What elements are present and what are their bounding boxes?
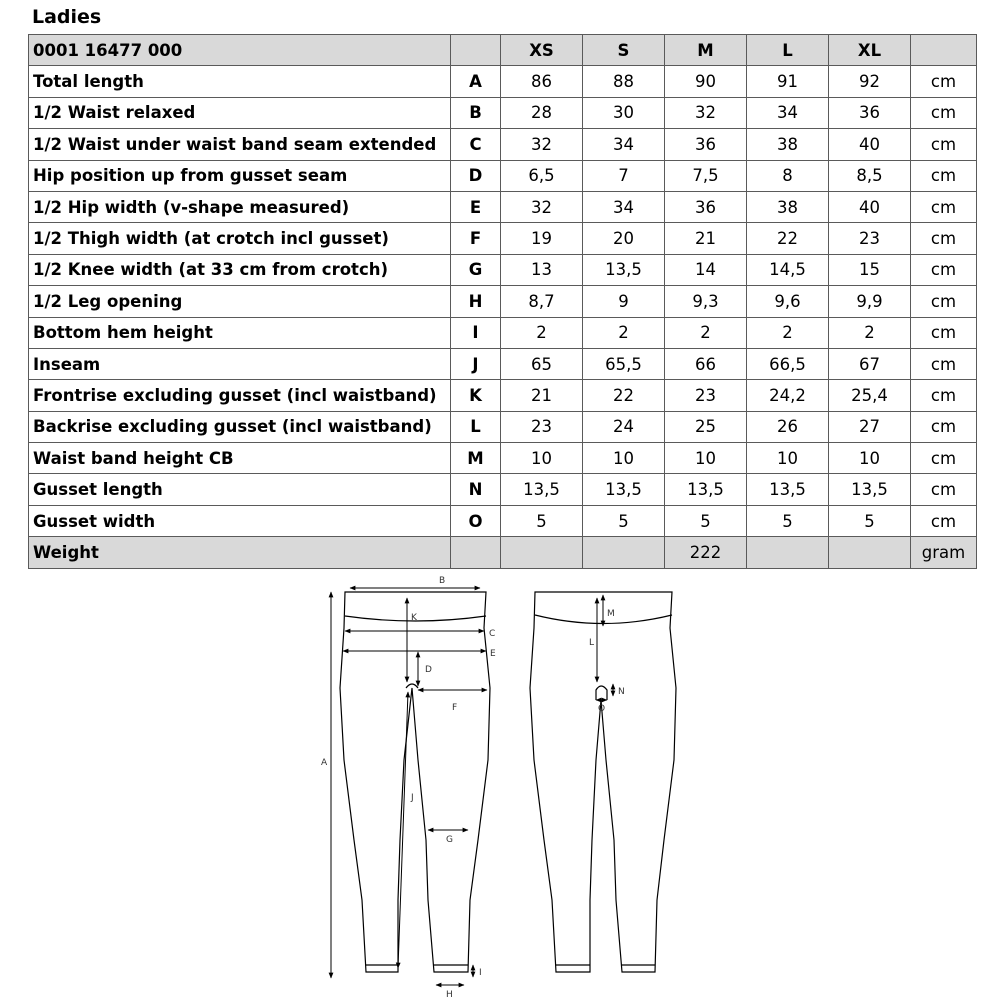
- front-gusset: [406, 684, 418, 688]
- measurement-value: 10: [665, 443, 747, 474]
- measurement-value: 22: [747, 223, 829, 254]
- measurement-unit: cm: [911, 160, 977, 191]
- measurement-value: 36: [665, 191, 747, 222]
- size-header-xl: XL: [829, 35, 911, 66]
- label-h: H: [446, 990, 453, 1000]
- measurement-label: Inseam: [29, 348, 451, 379]
- measurement-code: G: [451, 254, 501, 285]
- front-outline: [340, 592, 490, 972]
- measurement-value: 10: [747, 443, 829, 474]
- measurement-value: 7: [583, 160, 665, 191]
- measurement-value: 36: [829, 97, 911, 128]
- measurement-code: L: [451, 411, 501, 442]
- measurement-value: 13,5: [829, 474, 911, 505]
- measurement-code: F: [451, 223, 501, 254]
- measurement-value: 92: [829, 66, 911, 97]
- measurement-value: 38: [747, 191, 829, 222]
- measurement-value: 23: [501, 411, 583, 442]
- measurement-value: 9,3: [665, 286, 747, 317]
- measurement-value: 38: [747, 129, 829, 160]
- size-header-m: M: [665, 35, 747, 66]
- label-a: A: [321, 758, 328, 768]
- measurement-code: M: [451, 443, 501, 474]
- measurement-value: 10: [501, 443, 583, 474]
- label-l: L: [589, 638, 595, 648]
- measurement-label: 1/2 Leg opening: [29, 286, 451, 317]
- measurement-label: 1/2 Thigh width (at crotch incl gusset): [29, 223, 451, 254]
- measurement-value: 2: [665, 317, 747, 348]
- label-g: G: [446, 835, 453, 845]
- label-d: D: [425, 665, 432, 675]
- measurement-value: 23: [665, 380, 747, 411]
- measurement-value: 66: [665, 348, 747, 379]
- weight-value: 222: [665, 537, 747, 568]
- measurement-value: 40: [829, 129, 911, 160]
- measurement-value: 5: [501, 505, 583, 536]
- measurement-value: 34: [747, 97, 829, 128]
- measurement-code: O: [451, 505, 501, 536]
- measurement-label: Backrise excluding gusset (incl waistband): [29, 411, 451, 442]
- measurement-unit: cm: [911, 505, 977, 536]
- measurement-code: D: [451, 160, 501, 191]
- measurement-label: Gusset width: [29, 505, 451, 536]
- measurement-label: Frontrise excluding gusset (incl waistband): [29, 380, 451, 411]
- measurement-value: 2: [501, 317, 583, 348]
- measurement-code: H: [451, 286, 501, 317]
- article-number: 0001 16477 000: [29, 35, 451, 66]
- measurement-value: 67: [829, 348, 911, 379]
- measurement-value: 5: [829, 505, 911, 536]
- measure-j-line: [398, 692, 408, 968]
- measurement-value: 13,5: [583, 254, 665, 285]
- measurement-value: 13,5: [747, 474, 829, 505]
- measurement-code: E: [451, 191, 501, 222]
- measurement-unit: cm: [911, 286, 977, 317]
- measurement-unit: cm: [911, 411, 977, 442]
- measurement-value: 5: [583, 505, 665, 536]
- measurement-value: 15: [829, 254, 911, 285]
- measurement-unit: cm: [911, 380, 977, 411]
- measurement-code: K: [451, 380, 501, 411]
- measurement-unit: cm: [911, 317, 977, 348]
- label-k: K: [411, 613, 417, 623]
- measurement-value: 21: [665, 223, 747, 254]
- measurement-code: J: [451, 348, 501, 379]
- measurement-value: 66,5: [747, 348, 829, 379]
- measurement-label: Bottom hem height: [29, 317, 451, 348]
- measurement-value: 2: [829, 317, 911, 348]
- measurement-value: 32: [501, 129, 583, 160]
- measurement-value: 32: [501, 191, 583, 222]
- measurement-label: Waist band height CB: [29, 443, 451, 474]
- back-view: [530, 592, 676, 972]
- measurement-value: 8,5: [829, 160, 911, 191]
- label-e: E: [490, 649, 496, 659]
- measurement-value: 91: [747, 66, 829, 97]
- measurement-value: 2: [583, 317, 665, 348]
- measurement-value: 25,4: [829, 380, 911, 411]
- measurement-value: 13,5: [501, 474, 583, 505]
- label-f: F: [452, 703, 458, 713]
- measurement-value: 24,2: [747, 380, 829, 411]
- measurement-unit: cm: [911, 191, 977, 222]
- measurement-value: 2: [747, 317, 829, 348]
- measurement-unit: cm: [911, 443, 977, 474]
- label-n: N: [618, 687, 625, 697]
- measurement-value: 21: [501, 380, 583, 411]
- measurement-code: C: [451, 129, 501, 160]
- measurement-value: 65: [501, 348, 583, 379]
- measurement-value: 88: [583, 66, 665, 97]
- measurement-value: 34: [583, 191, 665, 222]
- label-j: J: [411, 793, 414, 803]
- measurement-value: 86: [501, 66, 583, 97]
- label-i: I: [479, 968, 482, 978]
- measurement-value: 65,5: [583, 348, 665, 379]
- measurement-value: 6,5: [501, 160, 583, 191]
- measurement-value: 9: [583, 286, 665, 317]
- front-view: [340, 592, 490, 972]
- measurement-value: 9,9: [829, 286, 911, 317]
- measurement-value: 34: [583, 129, 665, 160]
- back-outline: [530, 592, 676, 972]
- size-header-xs: XS: [501, 35, 583, 66]
- measurement-label: Gusset length: [29, 474, 451, 505]
- label-o: O: [598, 704, 606, 714]
- page-title: Ladies: [32, 6, 102, 28]
- size-header-l: L: [747, 35, 829, 66]
- measurement-value: 8: [747, 160, 829, 191]
- measurement-value: 5: [747, 505, 829, 536]
- measurement-value: 20: [583, 223, 665, 254]
- measurement-label: 1/2 Waist under waist band seam extended: [29, 129, 451, 160]
- label-b: B: [439, 576, 446, 586]
- measurement-value: 23: [829, 223, 911, 254]
- measurement-unit: cm: [911, 129, 977, 160]
- measurement-value: 7,5: [665, 160, 747, 191]
- label-c: C: [489, 629, 496, 639]
- measurement-unit: cm: [911, 474, 977, 505]
- measurement-value: 25: [665, 411, 747, 442]
- measurement-value: 26: [747, 411, 829, 442]
- measurement-value: 19: [501, 223, 583, 254]
- label-m: M: [607, 609, 615, 619]
- measurement-label: 1/2 Waist relaxed: [29, 97, 451, 128]
- weight-unit: gram: [911, 537, 977, 568]
- measurement-value: 40: [829, 191, 911, 222]
- measurement-value: 10: [583, 443, 665, 474]
- measurement-label: Hip position up from gusset seam: [29, 160, 451, 191]
- measurement-unit: cm: [911, 254, 977, 285]
- measurement-value: 24: [583, 411, 665, 442]
- measurement-value: 32: [665, 97, 747, 128]
- measurement-value: 9,6: [747, 286, 829, 317]
- measurement-value: 14: [665, 254, 747, 285]
- measurement-unit: cm: [911, 66, 977, 97]
- measurement-label: 1/2 Knee width (at 33 cm from crotch): [29, 254, 451, 285]
- measurement-code: B: [451, 97, 501, 128]
- size-header-s: S: [583, 35, 665, 66]
- back-gusset: [596, 686, 607, 700]
- measurement-value: 27: [829, 411, 911, 442]
- measurement-unit: cm: [911, 223, 977, 254]
- measurement-value: 22: [583, 380, 665, 411]
- measurement-value: 13,5: [583, 474, 665, 505]
- measurement-value: 5: [665, 505, 747, 536]
- measurement-value: 8,7: [501, 286, 583, 317]
- measurement-value: 28: [501, 97, 583, 128]
- measurement-code: N: [451, 474, 501, 505]
- measurement-value: 13: [501, 254, 583, 285]
- measurement-value: 36: [665, 129, 747, 160]
- measurement-unit: cm: [911, 97, 977, 128]
- measurement-label: 1/2 Hip width (v-shape measured): [29, 191, 451, 222]
- measurement-value: 30: [583, 97, 665, 128]
- measurement-code: A: [451, 66, 501, 97]
- measurement-code: I: [451, 317, 501, 348]
- weight-label: Weight: [29, 537, 451, 568]
- measurement-value: 13,5: [665, 474, 747, 505]
- measurement-value: 14,5: [747, 254, 829, 285]
- measurement-value: 90: [665, 66, 747, 97]
- measurement-label: Total length: [29, 66, 451, 97]
- measurement-value: 10: [829, 443, 911, 474]
- measurement-unit: cm: [911, 348, 977, 379]
